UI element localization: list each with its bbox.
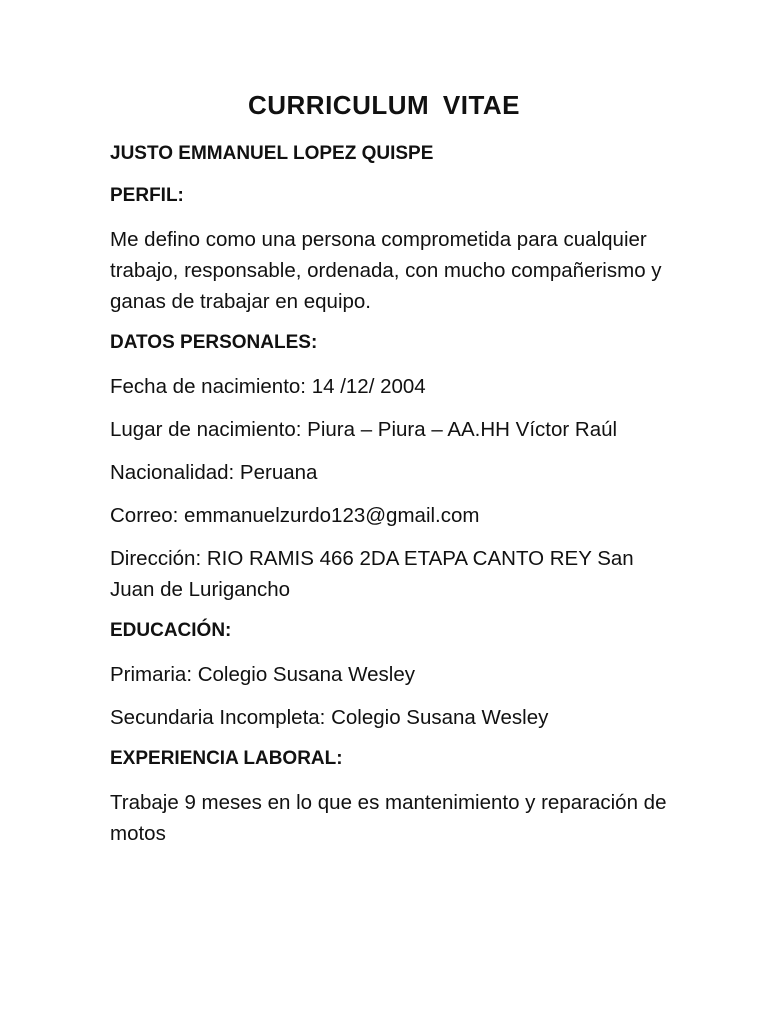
- document-title: CURRICULUM VITAE: [247, 90, 521, 120]
- educacion-heading: EDUCACIÓN:: [110, 620, 232, 641]
- nacionalidad: Nacionalidad: Peruana: [110, 461, 318, 484]
- primaria: Primaria: Colegio Susana Wesley: [110, 663, 415, 686]
- fecha-nacimiento: Fecha de nacimiento: 14 /12/ 2004: [110, 375, 426, 398]
- perfil-text: Me defino como una persona comprometida para cualquier trabajo, responsable, ordenada, con mucho compañerismo y ganas de trabajar en equipo.: [110, 228, 662, 313]
- perfil-heading: PERFIL:: [110, 185, 184, 206]
- datos-personales-heading: DATOS PERSONALES:: [110, 332, 318, 353]
- secundaria: Secundaria Incompleta: Colegio Susana Wesley: [110, 706, 549, 729]
- correo: Correo: emmanuelzurdo123@gmail.com: [110, 504, 480, 527]
- candidate-name: JUSTO EMMANUEL LOPEZ QUISPE: [110, 143, 434, 164]
- experiencia-heading: EXPERIENCIA LABORAL:: [110, 748, 343, 769]
- lugar-nacimiento: Lugar de nacimiento: Piura – Piura – AA.HH Víctor Raúl: [110, 418, 618, 441]
- experiencia-text: Trabaje 9 meses en lo que es mantenimiento y reparación de motos: [110, 791, 667, 845]
- direccion: Dirección: RIO RAMIS 466 2DA ETAPA CANTO REY San Juan de Lurigancho: [110, 547, 634, 601]
- document-body: [110, 140, 670, 861]
